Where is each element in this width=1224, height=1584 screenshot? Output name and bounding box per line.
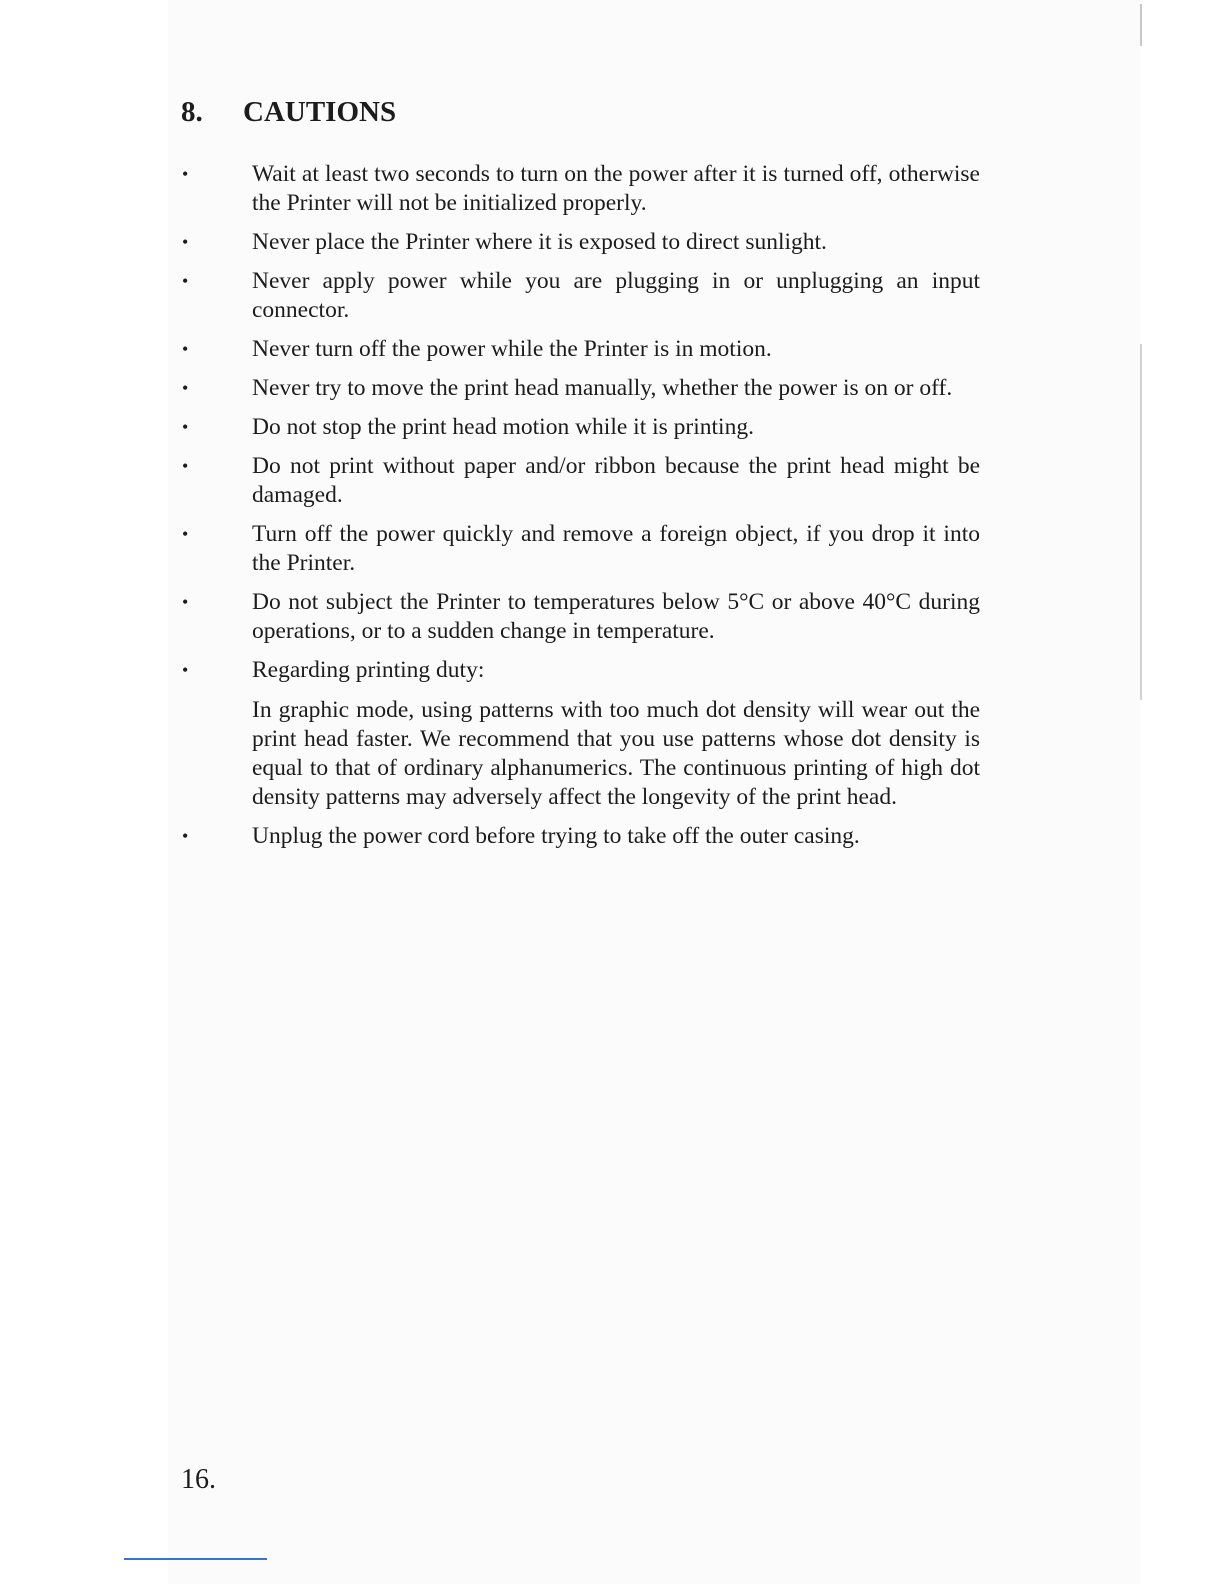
caution-item [176, 160, 980, 218]
caution-item [176, 228, 980, 257]
caution-text: Do not print without paper and/or ribbon because the print head might be damaged. [252, 453, 980, 508]
caution-item [176, 335, 980, 364]
caution-text: Do not subject the Printer to temperatures below 5°C or above 40°C during operations, or to a sudden change in temperature. [252, 589, 980, 644]
bullet-icon: • [182, 271, 189, 291]
caution-text: Never place the Printer where it is exposed to direct sunlight. [252, 229, 827, 255]
caution-item [176, 452, 980, 510]
caution-item [176, 267, 980, 325]
caution-text: Turn off the power quickly and remove a foreign object, if you drop it into the Printer. [252, 521, 980, 576]
bullet-icon: • [182, 339, 189, 359]
caution-item [176, 413, 980, 442]
section-heading [181, 96, 396, 129]
bullet-icon: • [182, 378, 189, 398]
caution-text: Unplug the power cord before trying to take off the outer casing. [252, 823, 860, 849]
caution-item [176, 588, 980, 646]
caution-item [176, 822, 980, 851]
bullet-icon: • [182, 456, 189, 476]
caution-item [176, 374, 980, 403]
section-title: CAUTIONS [243, 96, 397, 128]
page-edge-line-top [1140, 4, 1142, 46]
caution-detail-text: In graphic mode, using patterns with too much dot density will wear out the print head faster. We recommend that you use patterns whose dot density is equal to that of ordinary alphanumerics. The continuous printing of high dot density patterns may adversely affect the longevity of the print head. [252, 697, 980, 810]
bullet-icon: • [182, 524, 189, 544]
caution-text: Do not stop the print head motion while it is printing. [252, 414, 754, 440]
bullet-icon: • [182, 164, 189, 184]
bullet-icon: • [182, 417, 189, 437]
bullet-icon: • [182, 826, 189, 846]
caution-text: Never turn off the power while the Printer is in motion. [252, 336, 772, 362]
bullet-icon: • [182, 232, 189, 252]
caution-text: Regarding printing duty: [252, 657, 485, 683]
caution-item [176, 656, 980, 812]
page-edge-line-middle [1140, 344, 1142, 700]
caution-text: Never try to move the print head manually, whether the power is on or off. [252, 375, 953, 401]
caution-item [176, 520, 980, 578]
section-number: 8. [181, 96, 203, 128]
page-number: 16. [181, 1464, 216, 1495]
bottom-edge-line [124, 1558, 267, 1560]
bullet-icon: • [182, 592, 189, 612]
bullet-icon: • [182, 660, 189, 680]
caution-text: Never apply power while you are plugging in or unplugging an input connector. [252, 268, 980, 323]
caution-text: Wait at least two seconds to turn on the power after it is turned off, otherwise the Printer will not be initialized properly. [252, 161, 980, 216]
cautions-list [176, 160, 980, 861]
